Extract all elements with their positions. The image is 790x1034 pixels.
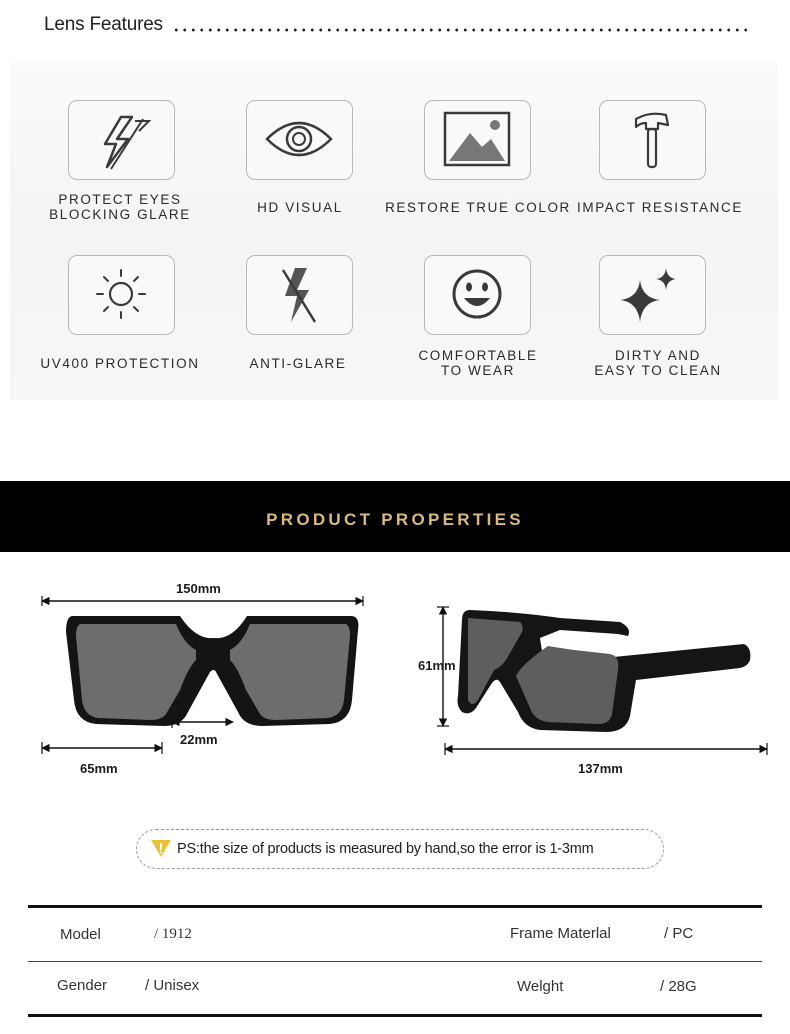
spec-gender-value: / Unisex — [145, 977, 200, 994]
sun-icon — [68, 255, 175, 335]
feature-label-comfortable: COMFORTABLE TO WEAR — [418, 348, 538, 378]
dimension-total-width: 150mm — [176, 581, 221, 596]
table-top-rule — [28, 905, 762, 908]
feature-label-impact: IMPACT RESISTANCE — [577, 200, 743, 215]
dimension-temple-length: 137mm — [578, 761, 623, 776]
feature-label-protect-eyes: PROTECT EYES BLOCKING GLARE — [49, 192, 191, 222]
product-properties-title: PRODUCT PROPERTIES — [266, 510, 524, 529]
feature-label-easy-clean: DIRTY AND EASY TO CLEAN — [594, 348, 722, 378]
sunglasses-illustration — [0, 560, 790, 800]
feature-label-anti-glare: ANTI-GLARE — [249, 356, 347, 371]
spec-frame-value: / PC — [664, 925, 694, 942]
sparkle-icon — [599, 255, 706, 335]
product-properties-banner — [0, 481, 790, 552]
lens-features-title: Lens Features — [44, 14, 163, 35]
feature-label-restore-color: RESTORE TRUE COLOR — [385, 200, 571, 215]
eye-icon — [246, 100, 353, 180]
dimension-lens-height: 61mm — [418, 658, 456, 673]
spec-weight-label: Welght — [517, 978, 564, 995]
table-middle-rule — [28, 961, 762, 962]
measurement-note-text: PS:the size of products is measured by hand,so the error is 1-3mm — [177, 841, 594, 857]
spec-gender-label: Gender — [57, 977, 108, 994]
smiley-icon — [424, 255, 531, 335]
spec-model-label: Model — [60, 926, 101, 943]
lightning-shield-icon — [68, 100, 175, 180]
table-bottom-rule — [28, 1014, 762, 1017]
hammer-icon — [599, 100, 706, 180]
picture-icon — [424, 100, 531, 180]
anti-glare-icon — [246, 255, 353, 335]
spec-model-value: / 1912 — [154, 926, 192, 942]
spec-weight-value: / 28G — [660, 978, 697, 995]
dimension-bridge: 22mm — [180, 732, 218, 747]
feature-label-hd-visual: HD VISUAL — [257, 200, 343, 215]
dotted-divider — [172, 28, 750, 32]
dimension-lens-width: 65mm — [80, 761, 118, 776]
warning-icon — [150, 838, 172, 858]
spec-frame-label: Frame Materlal — [510, 925, 611, 942]
feature-label-uv400: UV400 PROTECTION — [40, 356, 200, 371]
